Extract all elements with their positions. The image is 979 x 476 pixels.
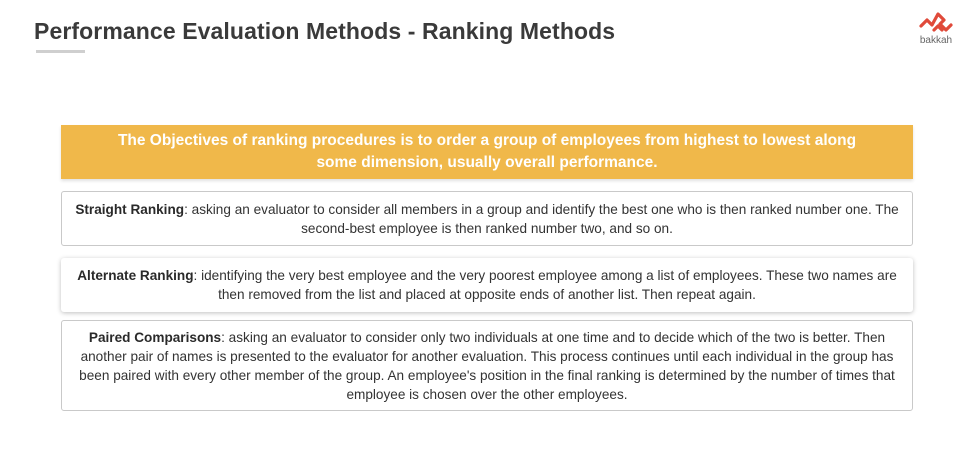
method-text bbox=[61, 266, 913, 304]
bakkah-logo-icon bbox=[918, 8, 954, 34]
method-term: Straight Ranking bbox=[75, 201, 185, 217]
method-text bbox=[62, 328, 912, 404]
method-term: Alternate Ranking bbox=[77, 268, 194, 283]
method-card-straight-ranking bbox=[61, 191, 913, 246]
method-text bbox=[62, 200, 912, 238]
method-term: Paired Comparisons bbox=[88, 329, 222, 345]
method-definition: : asking an evaluator to consider all members in a group and identify the best one who is then ranked number one. The second-best employee is then ranked number two, and so on. bbox=[184, 201, 899, 236]
bakkah-logo bbox=[912, 6, 960, 50]
logo-text: bakkah bbox=[919, 35, 953, 46]
objective-banner bbox=[61, 125, 913, 179]
page-title: Performance Evaluation Methods - Ranking Methods bbox=[34, 18, 616, 44]
method-definition: : asking an evaluator to consider only two individuals at one time and to decide which of the two is better. Then another pair of names is presented to the evaluator for another evaluation. This process continues until each individual in the group has been paired with every other member of the group. An employee's position in the final ranking is determined by the number of times that employee is chosen over the other employees. bbox=[79, 329, 895, 402]
method-card-alternate-ranking bbox=[61, 258, 913, 312]
title-underline bbox=[36, 50, 85, 53]
method-definition: : identifying the very best employee and the very poorest employee among a list of employees. These two names are then removed from the list and placed at opposite ends of another list. Then repeat again. bbox=[193, 268, 897, 302]
method-card-paired-comparisons bbox=[61, 320, 913, 411]
objective-text: The Objectives of ranking procedures is to order a group of employees from highest to lowest along some dimension, usually overall performance. bbox=[117, 132, 857, 171]
